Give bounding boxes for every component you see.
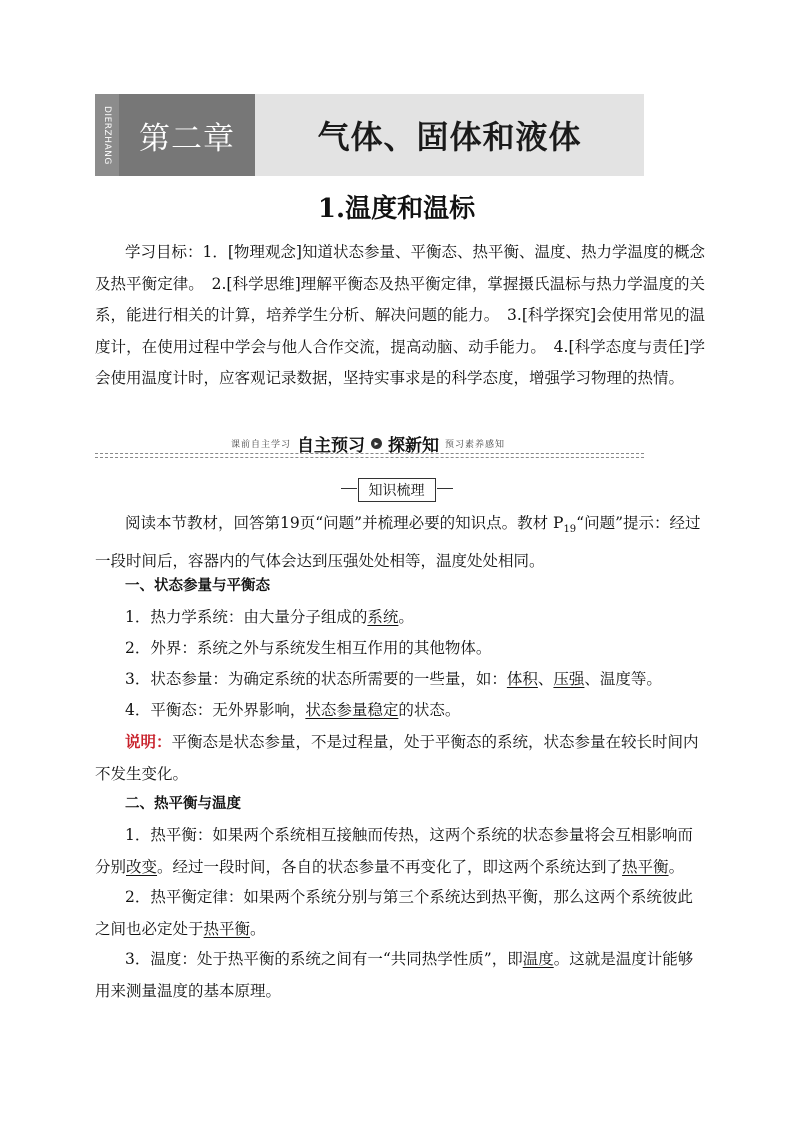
section-strip [95,434,644,460]
chapter-banner [95,94,644,176]
s2i1-answer-2: 热平衡 [622,857,669,876]
s2i3-answer: 温度 [522,950,554,968]
s2i3-text: 3．温度：处于热平衡的系统之间有一“共同热学性质”，即 [125,950,523,968]
bullet-icon: ▸ [371,438,382,449]
s1i3-answer-1: 体积 [506,670,538,688]
strip-divider-bottom [95,457,644,458]
s1i1-end: 。 [398,608,414,626]
chapter-number: 第二章 [119,94,255,176]
s2i1-text: 1．热平衡：如果两个系统相互接触而传热，这两个系统的状态参量将会互相影响而分别 [95,826,693,876]
section1-heading: 一、状态参量与平衡态 [125,578,270,594]
section2-item3 [95,944,705,1007]
chapter-title: 气体、固体和液体 [317,118,582,156]
intro-paragraph [95,508,705,577]
s1i1-answer: 系统 [367,608,399,626]
s2i1-end: 。 [668,857,685,876]
section1-item3 [95,664,705,696]
s1i4-answer: 状态参量稳定 [305,701,399,719]
s1i2-text: 2．外界：系统之外与系统发生相互作用的其他物体。 [125,639,492,657]
s2i1-answer-1: 改变 [126,857,158,876]
lesson-title: 1.温度和温标 [317,194,476,224]
section1-note [95,726,705,790]
section2-item2 [95,882,705,945]
intro-subscript: 19 [563,524,577,536]
note-label: 说明： [125,732,172,751]
strip-left-caption: 课前自主学习 [231,439,292,450]
s2i2-text: 2．热平衡定律：如果两个系统分别与第三个系统达到热平衡，那么这两个系统彼此之间也必定处于 [95,888,693,938]
s1i4-text: 4．平衡态：无外界影响， [125,701,306,719]
strip-label [225,434,511,456]
strip-title-1: 自主预习 [297,435,366,456]
knowledge-tag-row [0,478,793,502]
strip-right-caption: 预习素养感知 [445,439,506,450]
s1i3-text: 3．状态参量：为确定系统的状态所需要的一些量，如： [125,670,507,688]
s1i3-end: 、温度等。 [584,670,662,688]
strip-divider-top [95,453,644,454]
strip-title-2: 探新知 [388,435,440,456]
s1i1-text: 1．热力学系统：由大量分子组成的 [125,608,368,626]
s2i2-end: 。 [250,919,266,938]
s2i3-end: 。这就是温度计能够用来测量温度的基本原理。 [95,950,694,1000]
s1i3-answer-2: 压强 [553,670,585,688]
section2-item1 [95,820,705,883]
intro-text-2: “问题”提示：经过一段时间后，容器内的气体会达到压强处处相等，温度处处相同。 [95,514,701,570]
s1i3-sep: 、 [537,670,554,688]
section2-heading: 二、热平衡与温度 [125,796,241,812]
learning-goals: 学习目标：1．[物理观念]知道状态参量、平衡态、热平衡、温度、热力学温度的概念及热平衡定律。 2.[科学思维]理解平衡态及热平衡定律，掌握摄氏温标与热力学温度的关系，能进行相关的计算，培养学生分析、解决问题的能力。 3.[科学探究]会使用常见的温度计，在使用过程中学会与他人合作交流，提高动脑、动手能力。 4.[科学态度与责任]学会使用温度计时，应客观记录数据，坚持实事求是的科学态度，增强学习物理的热情。 [95,243,705,387]
s2i2-answer: 热平衡 [203,919,251,938]
section1-item1 [95,602,705,634]
knowledge-tag: 知识梳理 [358,478,436,502]
banner-side-label: DIERZHANG [95,94,119,176]
section1-item4 [95,695,705,727]
intro-text-1: 阅读本节教材，回答第19页“问题”并梳理必要的知识点。教材 P [125,514,564,532]
section1-item2 [95,633,705,665]
note-text: 平衡态是状态参量，不是过程量，处于平衡态的系统，状态参量在较长时间内不发生变化。 [95,733,699,783]
s1i4-end: 的状态。 [398,701,461,719]
s2i1-mid: 。经过一段时间，各自的状态参量不再变化了，即这两个系统达到了 [157,857,623,876]
